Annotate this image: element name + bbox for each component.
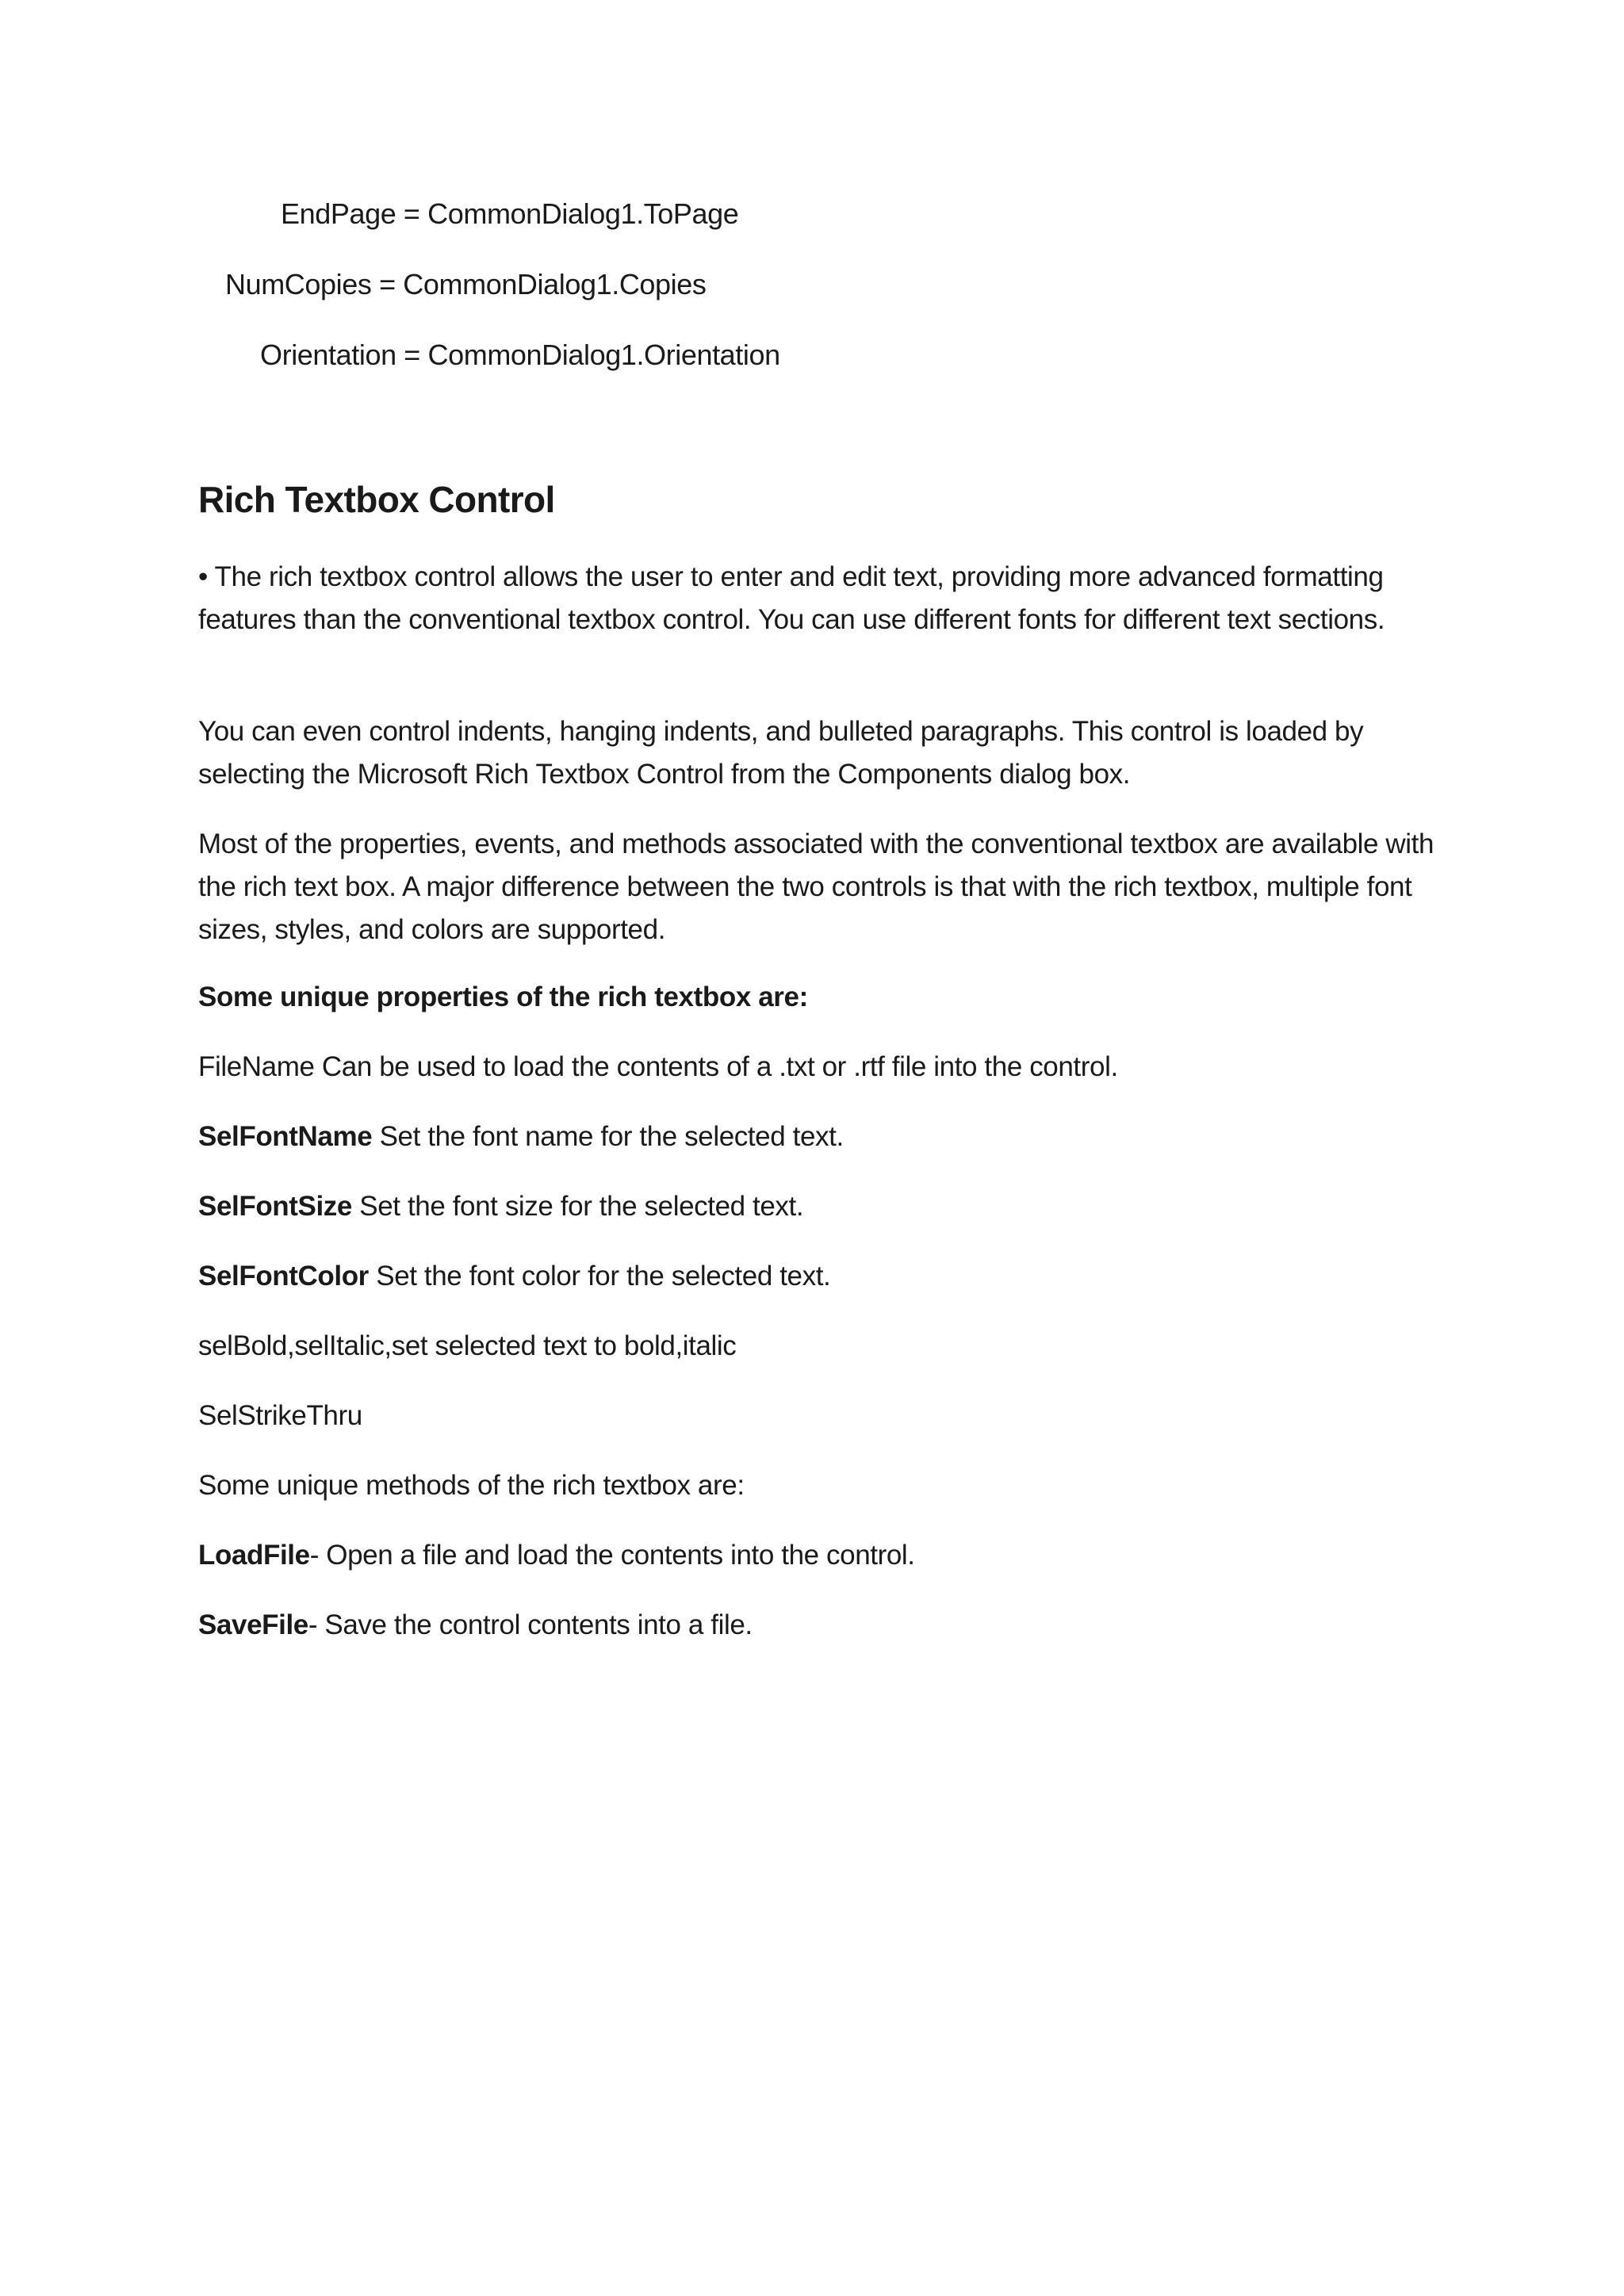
paragraph-indents: You can even control indents, hanging indents, and bulleted paragraphs. This control is loaded by selecting the Microsoft Rich Textbox Control from the Components dialog box. xyxy=(198,716,1364,790)
property-description: Set the font size for the selected text. xyxy=(351,1191,804,1222)
code-line-numcopies: NumCopies = CommonDialog1.Copies xyxy=(225,268,707,300)
method-description: - Open a file and load the contents into the control. xyxy=(309,1540,915,1571)
paragraph-intro: • The rich textbox control allows the user to enter and edit text, providing more advanced formatting features than the conventional textbox control. You can use different fonts for different text sections. xyxy=(198,561,1385,635)
methods-heading: Some unique methods of the rich textbox are: xyxy=(198,1470,745,1501)
property-name: SelFontSize xyxy=(198,1191,352,1222)
strikethru-line: SelStrikeThru xyxy=(198,1400,362,1431)
code-line-orientation: Orientation = CommonDialog1.Orientation xyxy=(260,339,780,371)
selbold-line: selBold,selItalic,set selected text to bold,italic xyxy=(198,1330,737,1361)
filename-property-line: FileName Can be used to load the contents of a .txt or .rtf file into the control. xyxy=(198,1051,1118,1082)
property-name: SelFontName xyxy=(198,1121,373,1152)
code-line-endpage: EndPage = CommonDialog1.ToPage xyxy=(281,197,739,230)
section-title: Rich Textbox Control xyxy=(198,479,555,520)
properties-heading: Some unique properties of the rich textbox are: xyxy=(198,982,808,1012)
property-description: Set the font name for the selected text. xyxy=(372,1121,844,1152)
method-name: SaveFile xyxy=(198,1609,308,1640)
property-line-selfontname xyxy=(198,1119,844,1154)
property-description: Set the font color for the selected text. xyxy=(368,1261,831,1292)
method-description: - Save the control contents into a file. xyxy=(308,1609,753,1640)
method-line-loadfile xyxy=(198,1538,915,1573)
property-line-selfontsize xyxy=(198,1189,803,1224)
property-name: SelFontColor xyxy=(198,1261,369,1292)
property-line-selfontcolor xyxy=(198,1259,830,1294)
paragraph-properties-overview: Most of the properties, events, and methods associated with the conventional textbox are available with the rich text box. A major difference between the two controls is that with the rich textbox, multiple font sizes, styles, and colors are supported. xyxy=(198,828,1434,945)
method-name: LoadFile xyxy=(198,1540,310,1571)
method-line-savefile xyxy=(198,1608,753,1643)
